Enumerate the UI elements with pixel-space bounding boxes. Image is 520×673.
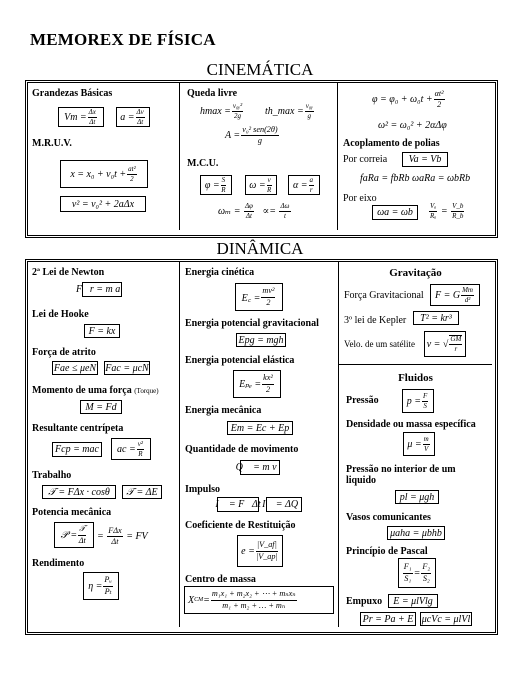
formula-mruv-x: x = x₀ + v₀t + $\frac{\text{at²}}{2}$ bbox=[60, 160, 148, 188]
formula-vasos: μaha = μbhb bbox=[387, 526, 445, 540]
formula-omega: ω = $\frac{v}{R}$ bbox=[245, 175, 277, 195]
formula-atrito-estatico: Fae ≤ μeN bbox=[53, 362, 97, 374]
rendimento-title: Rendimento bbox=[32, 558, 85, 569]
satelite-label: Velo. de um satélite bbox=[344, 339, 415, 349]
formula-vm: Vm = $\frac{\Delta x}{\Delta t}$ bbox=[58, 107, 104, 127]
formula-empuxo-peso: Pr = Pa + E bbox=[360, 612, 416, 626]
cinematica-heading: CINEMÁTICA bbox=[206, 60, 314, 79]
formula-ac: ac = $\frac{\text{v²}}{R}$ bbox=[111, 438, 151, 460]
vasos-title: Vasos comunicantes bbox=[346, 512, 431, 523]
newton2-title: 2ª Lei de Newton bbox=[32, 267, 105, 278]
formula-alcance: A = $\frac{\text{v₀² sen(2θ)}}{g}$ bbox=[225, 125, 278, 146]
restituicao-title: Coeficiente de Restituição bbox=[185, 520, 296, 531]
fluidos-heading: Fluidos bbox=[398, 372, 433, 384]
divider bbox=[338, 261, 339, 627]
formula-rendimento: η = $\frac{\text{Pᵤ}}{\text{Pₜ}}$ bbox=[83, 572, 119, 600]
formula-trabalho-energia: 𝒯 = ΔE bbox=[122, 485, 162, 499]
formula-atrito-cinetico: Fac = μcN bbox=[105, 362, 149, 374]
gravitacao-heading: Gravitação bbox=[389, 267, 442, 279]
formula-movimento: Q⃗ = m v⃗ bbox=[235, 462, 285, 473]
dinamica-heading: DINÂMICA bbox=[216, 239, 304, 258]
pressao-liquido-title: Pressão no interior de um liquido bbox=[346, 464, 456, 486]
formula-epe: Eₚₑ = $\frac{\text{kx²}}{2}$ bbox=[233, 370, 281, 398]
formula-empuxo: E = μlVlg bbox=[388, 594, 438, 608]
formula-alpha: α = $\frac{a}{r}$ bbox=[288, 175, 320, 195]
centripeta-title: Resultante centrípeta bbox=[32, 423, 124, 434]
atrito-title: Força de atrito bbox=[32, 347, 96, 358]
formula-omega-m: ωₘ = $\frac{\Delta\varphi}{\Delta t}$ ∝= $\frac{\Delta\omega}{t}$ bbox=[218, 202, 290, 220]
formula-impulso: I⃗ = F⃗Δt bbox=[215, 499, 261, 510]
potencia-title: Potencia mecânica bbox=[32, 507, 112, 518]
divider bbox=[337, 82, 338, 230]
formula-eixo-ratio: $\frac{\text{Vₐ}}{\text{Rₐ}}$ = $\frac{V\_b}{R\_b}$ bbox=[430, 202, 464, 220]
formula-pressao: p = $\frac{F}{S}$ bbox=[402, 389, 434, 413]
momento-title: Momento de uma força (Torque) bbox=[32, 385, 159, 396]
massa-title: Centro de massa bbox=[185, 574, 256, 585]
pressao-title: Pressão bbox=[346, 395, 379, 406]
divider bbox=[179, 261, 180, 627]
formula-correia-eq: faRa = fbRb ωaRa = ωbRb bbox=[360, 173, 471, 184]
formula-cinetica: E꜀ = $\frac{\text{mv²}}{2}$ bbox=[235, 283, 283, 311]
epg-title: Energia potencial gravitacional bbox=[185, 318, 319, 329]
correia-label: Por correia bbox=[343, 154, 388, 165]
formula-thmax: th_max = $\frac{\text{v₀ᵧ}}{g}$ bbox=[265, 102, 313, 120]
formula-gravitacional: F = G $\frac{Mm}{\text{d²}}$ bbox=[430, 284, 480, 306]
densidade-title: Densidade ou massa específica bbox=[346, 419, 476, 430]
formula-pressao-liquido: pl = μgh bbox=[395, 490, 439, 504]
formula-eixo: ωa = ωb bbox=[372, 205, 418, 220]
formula-potencia: 𝒫 = $\frac{\text{𝒯}}{\Delta t}$ bbox=[54, 522, 94, 548]
formula-mecanica: Em = Ec + Ep bbox=[227, 421, 293, 435]
forca-label: Força Gravitacional bbox=[344, 290, 424, 301]
hooke-title: Lei de Hooke bbox=[32, 309, 89, 320]
formula-potencia-fv: = $\frac{\text{FΔx}}{\Delta t}$ = FV bbox=[97, 526, 148, 547]
pascal-title: Princípio de Pascal bbox=[346, 546, 428, 557]
formula-hmax: hmax = $\frac{\text{v₀ᵧ²}}{2g}$ bbox=[200, 102, 243, 120]
mruv-title: M.R.U.V. bbox=[32, 138, 72, 149]
acoplamento-title: Acoplamento de polias bbox=[343, 138, 440, 149]
formula-centro-massa: X CM = $\frac{\text{m₁x₁ + m₂x₂ + ⋯ + mₙxₙ}}{\text{m₁ + m₂ + … + mₙ}}$ bbox=[184, 586, 334, 614]
impulso-title: Impulso bbox=[185, 484, 221, 495]
formula-densidade: μ = $\frac{m}{V}$ bbox=[403, 432, 435, 456]
formula-omega-torricelli: ω² = ω₀² + 2αΔφ bbox=[378, 120, 447, 131]
queda-title: Queda livre bbox=[187, 88, 238, 99]
formula-centripeta: Fcp = mac bbox=[52, 442, 102, 457]
cinetica-title: Energia cinética bbox=[185, 267, 255, 278]
page-title: MEMOREX DE FÍSICA bbox=[30, 30, 216, 49]
formula-satelite: v = √ $\frac{GM}{r}$ bbox=[424, 331, 466, 357]
formula-pascal: $\frac{\text{F₁}}{\text{S₁}}$ = $\frac{\text{F₂}}{\text{S₂}}$ bbox=[398, 558, 436, 588]
formula-momento: M = Fd bbox=[80, 400, 122, 414]
mcu-title: M.C.U. bbox=[187, 158, 219, 169]
formula-phi-t: φ = φ₀ + ω₀t + $\frac{\text{αt²}}{2}$ bbox=[372, 89, 444, 110]
grandezas-title: Grandezas Básicas bbox=[32, 88, 113, 99]
formula-hooke: F = kx bbox=[84, 324, 120, 338]
formula-trabalho: 𝒯 = FΔx · cosθ bbox=[42, 485, 116, 499]
mecanica-title: Energia mecânica bbox=[185, 405, 262, 416]
formula-newton2: F⃗r = m a⃗ bbox=[75, 284, 129, 295]
divider bbox=[338, 364, 492, 365]
formula-kepler: T² = kr³ bbox=[413, 311, 459, 325]
divider bbox=[179, 82, 180, 230]
formula-impulso-q: I⃗ = ΔQ⃗ bbox=[262, 499, 306, 510]
formula-restituicao: e = $\frac{|V\_af|}{|V\_ap|}$ bbox=[237, 535, 283, 567]
eixo-label: Por eixo bbox=[343, 193, 377, 204]
formula-empuxo-densidade: μcVc = μlVl bbox=[421, 613, 471, 625]
formula-a: a = $\frac{\Delta v}{\Delta t}$ bbox=[116, 107, 150, 127]
formula-torricelli: v² = v₀² + 2aΔx bbox=[60, 196, 146, 212]
formula-correia: Va = Vb bbox=[402, 152, 448, 167]
empuxo-title: Empuxo bbox=[346, 596, 383, 607]
kepler-label: 3º lei de Kepler bbox=[344, 315, 407, 326]
formula-phi: φ = $\frac{S}{R}$ bbox=[200, 175, 232, 195]
formula-epg: Epg = mgh bbox=[236, 333, 286, 347]
movimento-title: Quantidade de movimento bbox=[185, 444, 299, 455]
epe-title: Energia potencial elástica bbox=[185, 355, 295, 366]
trabalho-title: Trabalho bbox=[32, 470, 72, 481]
